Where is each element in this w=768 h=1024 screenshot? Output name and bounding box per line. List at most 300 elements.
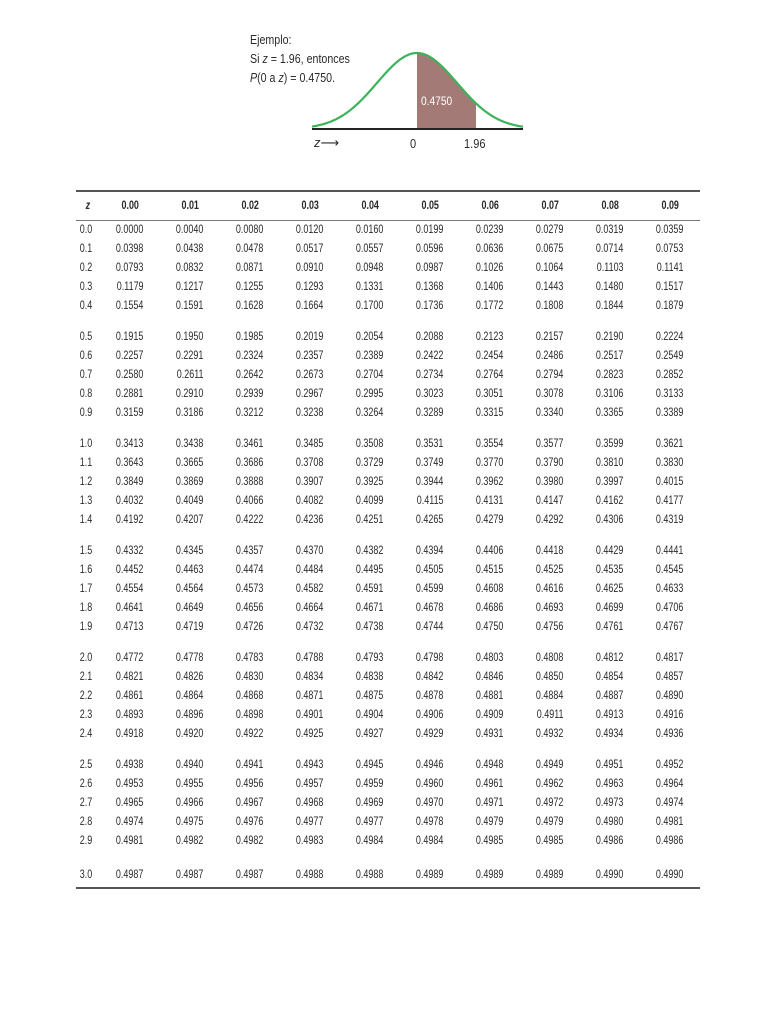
table-cell: 0.4982: [176, 835, 204, 848]
table-cell: 0.4974: [656, 796, 684, 809]
table-cell: 0.4884: [536, 689, 564, 702]
table-cell: 0.2454: [476, 349, 504, 362]
table-cell: 0.0319: [596, 223, 624, 236]
table-cell: 0.0636: [476, 242, 504, 255]
table-cell: 0.3340: [536, 407, 564, 420]
table-cell: 0.0040: [176, 223, 204, 236]
table-cell: 0.4955: [176, 777, 204, 790]
header-col: 0.06: [460, 191, 520, 220]
table-cell: 0.1808: [536, 300, 564, 313]
table-cell: 0.4192: [116, 514, 144, 527]
row-z-value: 0.0: [79, 223, 93, 236]
table-cell: 0.4962: [536, 777, 564, 790]
table-cell: 0.4812: [596, 651, 624, 664]
table-cell: 0.4929: [416, 728, 444, 741]
table-cell: 0.2642: [236, 368, 264, 381]
table-cell: 0.4934: [596, 728, 624, 741]
table-cell: 0.0714: [596, 242, 624, 255]
table-cell: 0.3749: [416, 456, 444, 469]
table-cell: 0.4783: [236, 651, 264, 664]
example-line-3: P(0 a z) = 0.4750.: [250, 70, 336, 85]
table-cell: 0.4719: [176, 621, 204, 634]
table-row: [76, 832, 700, 851]
table-cell: 0.1985: [236, 330, 264, 343]
table-cell: 0.4693: [536, 602, 564, 615]
table-cell: 0.4990: [640, 863, 700, 888]
table-cell: 0.4115: [416, 495, 444, 508]
table-cell: 0.2580: [116, 368, 144, 381]
table-cell: 0.3962: [476, 475, 504, 488]
table-cell: 0.4177: [656, 495, 684, 508]
shaded-area: [417, 53, 476, 129]
table-cell: 0.3643: [116, 456, 144, 469]
table-cell: 0.4382: [356, 544, 384, 557]
table-cell: 0.4913: [596, 709, 624, 722]
table-cell: 0.3770: [476, 456, 504, 469]
table-cell: 0.3830: [656, 456, 684, 469]
table-cell: 0.2910: [176, 388, 204, 401]
header-col: 0.03: [280, 191, 340, 220]
table-row: [76, 259, 700, 278]
table-cell: 0.4875: [356, 689, 384, 702]
table-cell: 0.3023: [416, 388, 444, 401]
row-z-value: 1.4: [79, 514, 93, 527]
row-z-value: 2.2: [79, 689, 93, 702]
table-cell: 0.4901: [296, 709, 324, 722]
table-cell: 0.4857: [656, 670, 684, 683]
table-cell: 0.4761: [596, 621, 624, 634]
table-cell: 0.4988: [280, 863, 340, 888]
table-cell: 0.4911: [536, 709, 564, 722]
table-cell: 0.3790: [536, 456, 564, 469]
table-row: [76, 687, 700, 706]
table-cell: 0.4979: [536, 816, 564, 829]
table-row: [76, 404, 700, 423]
row-z-value: 0.8: [79, 388, 93, 401]
table-cell: 0.2794: [536, 368, 564, 381]
table-cell: 0.3869: [176, 475, 204, 488]
table-cell: 0.4964: [656, 777, 684, 790]
table-cell: 0.4616: [536, 582, 564, 595]
group-spacer: [76, 638, 700, 649]
table-cell: 0.2422: [416, 349, 444, 362]
arrow-right-icon: ⟶: [320, 135, 340, 150]
table-cell: 0.3315: [476, 407, 504, 420]
table-cell: 0.4982: [236, 835, 264, 848]
table-cell: 0.2019: [296, 330, 324, 343]
table-cell: 0.4319: [656, 514, 684, 527]
table-cell: 0.0398: [116, 242, 144, 255]
row-z-value: 2.3: [79, 709, 93, 722]
header-col: 0.07: [520, 191, 580, 220]
table-cell: 0.3078: [536, 388, 564, 401]
header-col: 0.01: [160, 191, 220, 220]
table-row: [76, 511, 700, 530]
table-cell: 0.4969: [356, 796, 384, 809]
table-cell: 0.4952: [656, 758, 684, 771]
table-cell: 0.4927: [356, 728, 384, 741]
table-cell: 0.0987: [416, 261, 444, 274]
table-cell: 0.4750: [476, 621, 504, 634]
table-cell: 0.4984: [416, 835, 444, 848]
table-cell: 0.3389: [656, 407, 684, 420]
table-cell: 0.3106: [596, 388, 624, 401]
table-cell: 0.4898: [236, 709, 264, 722]
table-cell: 0.2257: [116, 349, 144, 362]
row-z-value: 1.8: [79, 602, 93, 615]
table-cell: 0.4495: [356, 563, 384, 576]
table-row: [76, 618, 700, 637]
row-z-value: 0.9: [79, 407, 93, 420]
table-cell: 0.3186: [176, 407, 204, 420]
table-row: [76, 668, 700, 687]
table-cell: 0.3980: [536, 475, 564, 488]
header-z: z: [76, 191, 100, 220]
table-row: [76, 863, 700, 888]
table-cell: 0.3133: [656, 388, 684, 401]
table-cell: 0.4988: [340, 863, 400, 888]
table-cell: 0.4699: [596, 602, 624, 615]
table-cell: 0.4956: [236, 777, 264, 790]
table-cell: 0.4803: [476, 651, 504, 664]
axis-z-label: z⟶: [314, 135, 340, 150]
table-cell: 0.4625: [596, 582, 624, 595]
table-cell: 0.4756: [536, 621, 564, 634]
table-cell: 0.1591: [176, 300, 204, 313]
table-row: [76, 366, 700, 385]
table-row: [76, 240, 700, 259]
table-cell: 0.2673: [296, 368, 324, 381]
table-cell: 0.4656: [236, 602, 264, 615]
table-cell: 0.4961: [476, 777, 504, 790]
table-cell: 0.4938: [116, 758, 144, 771]
table-cell: 0.4608: [476, 582, 504, 595]
table-cell: 0.1368: [416, 281, 444, 294]
table-cell: 0.4292: [536, 514, 564, 527]
table-cell: 0.1480: [596, 281, 624, 294]
table-cell: 0.0199: [416, 223, 444, 236]
table-cell: 0.4936: [656, 728, 684, 741]
table-cell: 0.1879: [656, 300, 684, 313]
table-cell: 0.4977: [296, 816, 324, 829]
table-row: [76, 756, 700, 775]
table-cell: 0.1736: [416, 300, 444, 313]
table-cell: 0.1554: [116, 300, 144, 313]
table-cell: 0.4788: [296, 651, 324, 664]
table-cell: 0.4945: [356, 758, 384, 771]
table-cell: 0.4861: [116, 689, 144, 702]
table-cell: 0.1179: [116, 281, 144, 294]
table-cell: 0.4418: [536, 544, 564, 557]
table-cell: 0.2486: [536, 349, 564, 362]
table-row: [76, 385, 700, 404]
table-cell: 0.4948: [476, 758, 504, 771]
row-z-value: 0.4: [79, 300, 93, 313]
table-cell: 0.4984: [356, 835, 384, 848]
z-table-body: [76, 220, 700, 888]
row-z-value: 1.2: [79, 475, 93, 488]
header-col: 0.09: [640, 191, 700, 220]
table-row: [76, 794, 700, 813]
table-cell: 0.0557: [356, 242, 384, 255]
table-cell: 0.4099: [356, 495, 384, 508]
table-cell: 0.4515: [476, 563, 504, 576]
table-cell: 0.4798: [416, 651, 444, 664]
row-z-value: 0.2: [79, 261, 93, 274]
table-cell: 0.3554: [476, 437, 504, 450]
row-z-value: 1.3: [79, 495, 93, 508]
table-cell: 0.4599: [416, 582, 444, 595]
row-z-value: 1.0: [79, 437, 93, 450]
table-cell: 0.4864: [176, 689, 204, 702]
table-cell: 0.4222: [236, 514, 264, 527]
group-spacer: [76, 852, 700, 863]
table-cell: 0.1443: [536, 281, 564, 294]
table-cell: 0.0279: [536, 223, 564, 236]
row-z-value: 2.6: [79, 777, 93, 790]
table-cell: 0.3810: [596, 456, 624, 469]
table-cell: 0.2389: [356, 349, 384, 362]
table-cell: 0.4147: [536, 495, 564, 508]
header-col: 0.02: [220, 191, 280, 220]
table-cell: 0.3365: [596, 407, 624, 420]
table-row: [76, 599, 700, 618]
table-cell: 0.4967: [236, 796, 264, 809]
table-cell: 0.4429: [596, 544, 624, 557]
table-cell: 0.4573: [236, 582, 264, 595]
table-cell: 0.4918: [116, 728, 144, 741]
table-cell: 0.4649: [176, 602, 204, 615]
row-z-value: 2.7: [79, 796, 93, 809]
table-cell: 0.4972: [536, 796, 564, 809]
table-cell: 0.2734: [416, 368, 444, 381]
group-spacer: [76, 745, 700, 756]
table-cell: 0.0517: [296, 242, 324, 255]
shaded-area-label: 0.4750: [421, 94, 453, 108]
table-cell: 0.2995: [356, 388, 384, 401]
table-cell: 0.1255: [236, 281, 264, 294]
row-z-value: 1.6: [79, 563, 93, 576]
row-z-value: 2.9: [79, 835, 93, 848]
table-row: [76, 649, 700, 668]
table-cell: 0.4821: [116, 670, 144, 683]
table-cell: 0.3686: [236, 456, 264, 469]
table-cell: 0.2357: [296, 349, 324, 362]
table-cell: 0.4943: [296, 758, 324, 771]
table-cell: 0.0948: [356, 261, 384, 274]
table-cell: 0.2939: [236, 388, 264, 401]
z-table-header: [76, 191, 700, 220]
row-z-value: 2.1: [79, 670, 93, 683]
table-cell: 0.2157: [536, 330, 564, 343]
table-cell: 0.1772: [476, 300, 504, 313]
table-row: [76, 561, 700, 580]
table-cell: 0.4970: [416, 796, 444, 809]
table-cell: 0.4049: [176, 495, 204, 508]
row-z-value: 0.3: [79, 281, 93, 294]
table-cell: 0.2967: [296, 388, 324, 401]
table-cell: 0.4732: [296, 621, 324, 634]
table-cell: 0.4772: [116, 651, 144, 664]
table-cell: 0.4941: [236, 758, 264, 771]
table-cell: 0.4306: [596, 514, 624, 527]
table-row: [76, 328, 700, 347]
table-cell: 0.1026: [476, 261, 504, 274]
table-cell: 0.2123: [476, 330, 504, 343]
table-row: [76, 347, 700, 366]
table-cell: 0.0239: [476, 223, 504, 236]
table-cell: 0.4838: [356, 670, 384, 683]
table-cell: 0.4032: [116, 495, 144, 508]
table-cell: 0.4767: [656, 621, 684, 634]
table-cell: 0.3159: [116, 407, 144, 420]
table-cell: 0.4686: [476, 602, 504, 615]
table-cell: 0.0753: [656, 242, 684, 255]
table-cell: 0.4582: [296, 582, 324, 595]
table-cell: 0.0596: [416, 242, 444, 255]
table-cell: 0.4726: [236, 621, 264, 634]
table-cell: 0.4706: [656, 602, 684, 615]
table-row: [76, 473, 700, 492]
table-cell: 0.4987: [100, 863, 160, 888]
table-cell: 0.4370: [296, 544, 324, 557]
table-cell: 0.4641: [116, 602, 144, 615]
table-cell: 0.4974: [116, 816, 144, 829]
table-cell: 0.4545: [656, 563, 684, 576]
table-cell: 0.4940: [176, 758, 204, 771]
row-z-value: 2.4: [79, 728, 93, 741]
table-cell: 0.4846: [476, 670, 504, 683]
header-col: 0.00: [100, 191, 160, 220]
group-spacer: [76, 531, 700, 542]
table-row: [76, 492, 700, 511]
table-row: [76, 435, 700, 454]
table-cell: 0.4881: [476, 689, 504, 702]
table-cell: 0.3997: [596, 475, 624, 488]
table-cell: 0.4441: [656, 544, 684, 557]
table-cell: 0.4946: [416, 758, 444, 771]
table-cell: 0.4893: [116, 709, 144, 722]
table-cell: 0.2324: [236, 349, 264, 362]
table-cell: 0.4983: [296, 835, 324, 848]
table-cell: 0.2852: [656, 368, 684, 381]
table-row: [76, 706, 700, 725]
table-cell: 0.4066: [236, 495, 264, 508]
table-cell: 0.3289: [416, 407, 444, 420]
table-cell: 0.4976: [236, 816, 264, 829]
table-cell: 0.4985: [476, 835, 504, 848]
table-cell: 0.4906: [416, 709, 444, 722]
row-z-value: 2.0: [79, 651, 93, 664]
table-cell: 0.4975: [176, 816, 204, 829]
table-cell: 0.3051: [476, 388, 504, 401]
header-col: 0.04: [340, 191, 400, 220]
table-cell: 0.4236: [296, 514, 324, 527]
tick-z-value: 1.96: [464, 136, 486, 151]
table-cell: 0.4971: [476, 796, 504, 809]
table-cell: 0.4744: [416, 621, 444, 634]
table-row: [76, 297, 700, 316]
table-cell: 0.4564: [176, 582, 204, 595]
table-cell: 0.4834: [296, 670, 324, 683]
row-z-value: 0.7: [79, 368, 93, 381]
table-cell: 0.4850: [536, 670, 564, 683]
table-cell: 0.4871: [296, 689, 324, 702]
table-cell: 0.3438: [176, 437, 204, 450]
row-z-value: 1.7: [79, 582, 93, 595]
table-cell: 0.0793: [116, 261, 144, 274]
table-cell: 0.4953: [116, 777, 144, 790]
table-cell: 0.4671: [356, 602, 384, 615]
table-cell: 0.4830: [236, 670, 264, 683]
table-cell: 0.3599: [596, 437, 624, 450]
table-cell: 0.4963: [596, 777, 624, 790]
table-cell: 0.4854: [596, 670, 624, 683]
table-cell: 0.4463: [176, 563, 204, 576]
table-cell: 0.4484: [296, 563, 324, 576]
table-cell: 0.4525: [536, 563, 564, 576]
table-cell: 0.4925: [296, 728, 324, 741]
table-cell: 0.2054: [356, 330, 384, 343]
table-cell: 0.4968: [296, 796, 324, 809]
table-cell: 0.4332: [116, 544, 144, 557]
table-cell: 0.1700: [356, 300, 384, 313]
tick-zero: 0: [410, 136, 417, 151]
table-cell: 0.4826: [176, 670, 204, 683]
table-cell: 0.4989: [460, 863, 520, 888]
table-cell: 0.4904: [356, 709, 384, 722]
table-cell: 0.4713: [116, 621, 144, 634]
table-cell: 0.4505: [416, 563, 444, 576]
table-cell: 0.4394: [416, 544, 444, 557]
table-row: [76, 278, 700, 297]
row-z-value: 1.1: [79, 456, 93, 469]
row-z-value: 2.5: [79, 758, 93, 771]
table-cell: 0.3665: [176, 456, 204, 469]
table-cell: 0.4131: [476, 495, 504, 508]
table-row: [76, 725, 700, 744]
table-cell: 0.1064: [536, 261, 564, 274]
table-cell: 0.0000: [116, 223, 144, 236]
table-cell: 0.2517: [596, 349, 624, 362]
table-cell: 0.3238: [296, 407, 324, 420]
table-cell: 0.4989: [520, 863, 580, 888]
table-cell: 0.3621: [656, 437, 684, 450]
table-cell: 0.4535: [596, 563, 624, 576]
table-cell: 0.3907: [296, 475, 324, 488]
table-cell: 0.4357: [236, 544, 264, 557]
table-cell: 0.4959: [356, 777, 384, 790]
table-cell: 0.3508: [356, 437, 384, 450]
table-cell: 0.4987: [220, 863, 280, 888]
table-cell: 0.1217: [176, 281, 204, 294]
table-row: [76, 454, 700, 473]
table-cell: 0.4985: [536, 835, 564, 848]
table-row: [76, 813, 700, 832]
table-cell: 0.3531: [416, 437, 444, 450]
table-cell: 0.4868: [236, 689, 264, 702]
group-spacer: [76, 424, 700, 435]
row-z-value: 3.0: [76, 863, 100, 888]
table-cell: 0.4162: [596, 495, 624, 508]
table-cell: 0.3413: [116, 437, 144, 450]
table-row: [76, 542, 700, 561]
group-spacer: [76, 317, 700, 328]
table-cell: 0.4960: [416, 777, 444, 790]
table-cell: 0.3485: [296, 437, 324, 450]
table-cell: 0.4842: [416, 670, 444, 683]
table-cell: 0.4986: [596, 835, 624, 848]
